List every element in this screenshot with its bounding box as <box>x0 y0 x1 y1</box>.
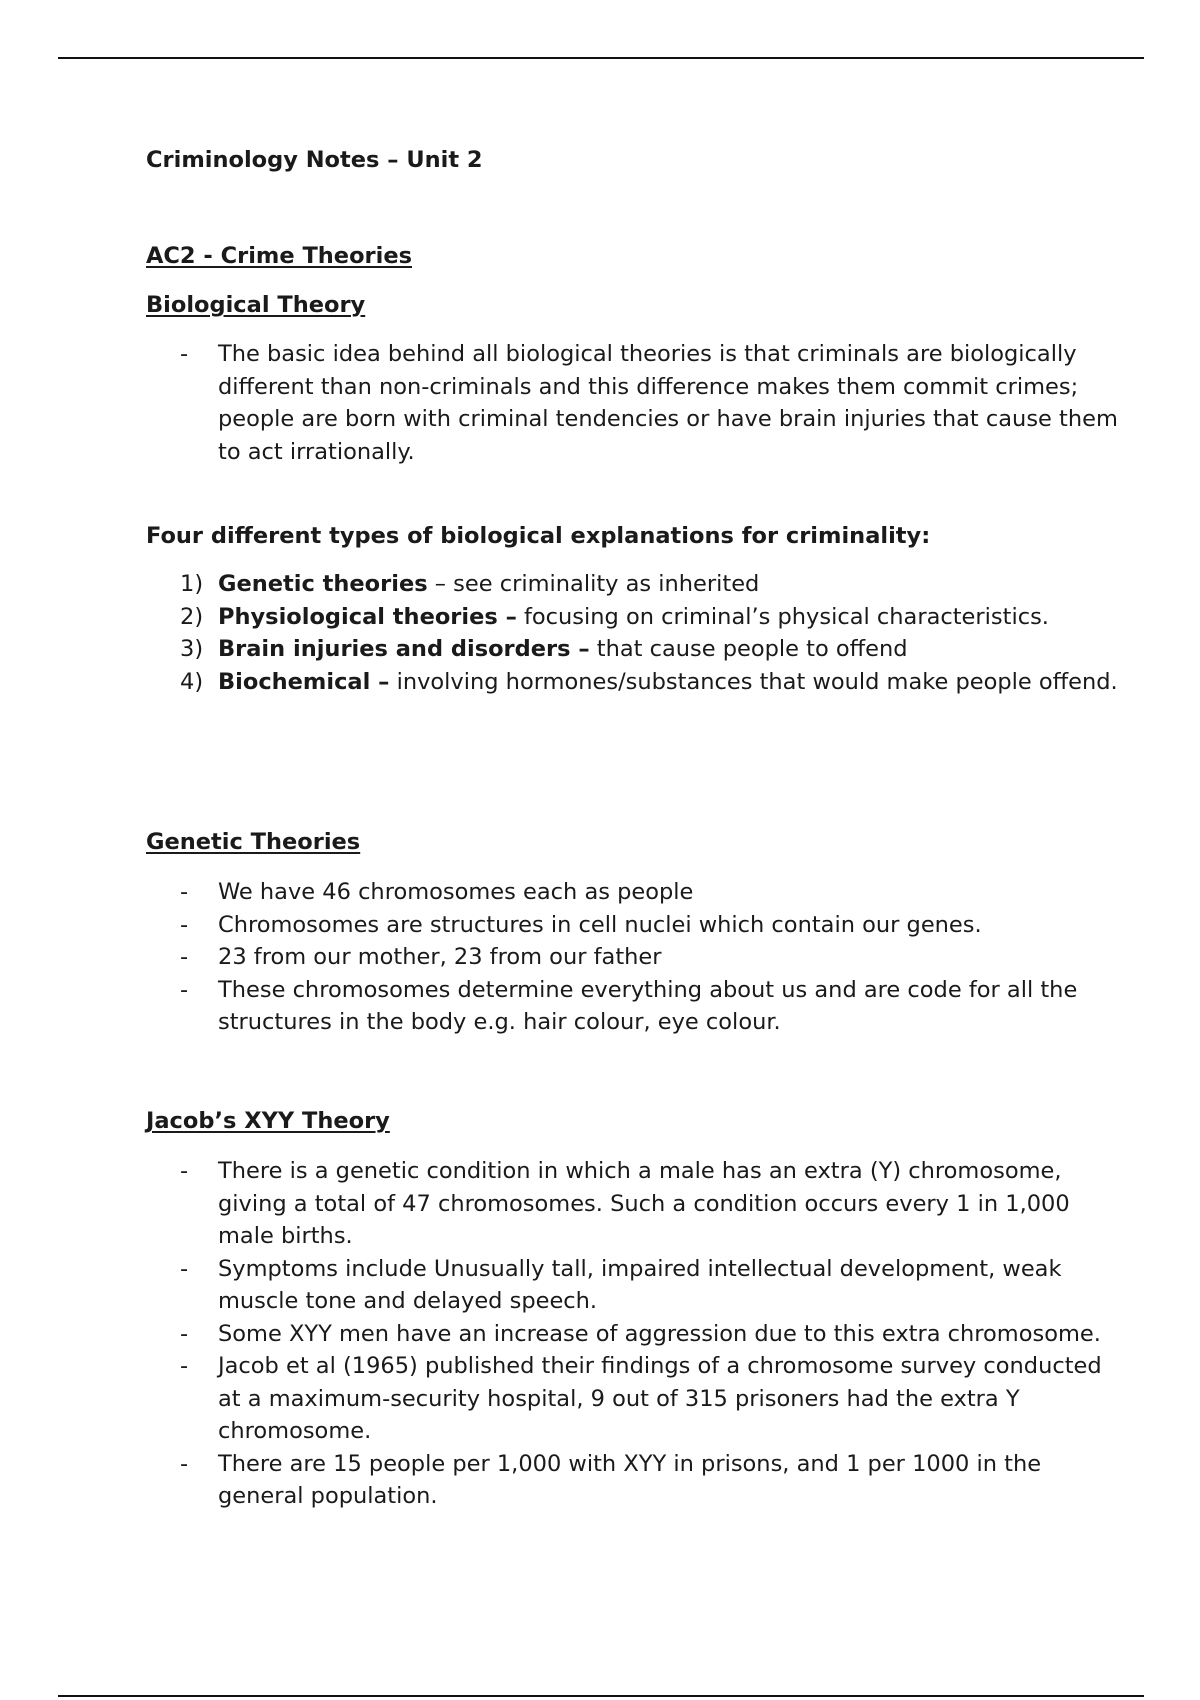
list-item <box>146 941 1118 974</box>
genetic-theories-list <box>146 876 1118 1039</box>
biological-theory-list <box>146 338 1118 468</box>
list-item-text: Jacob et al (1965) published their findings of a chromosome survey conducted at a maximum-security hospital, 9 out of 315 prisoners had the extra Y chromosome. <box>218 1353 1102 1444</box>
list-item <box>146 909 1118 942</box>
list-number: 1) <box>180 571 204 597</box>
bullet-dash: - <box>180 1158 189 1184</box>
xyy-theory-list <box>146 1155 1118 1513</box>
list-item <box>146 633 1118 666</box>
list-item-text: The basic idea behind all biological theories is that criminals are biologically different than non-criminals and this difference makes them commit crimes; people are born with criminal tendencies or have brain injuries that cause them to act irrationally. <box>218 341 1118 465</box>
list-item-text: These chromosomes determine everything about us and are code for all the structures in the body e.g. hair colour, eye colour. <box>218 976 1078 1035</box>
bullet-dash: - <box>180 1320 189 1347</box>
document-title: Criminology Notes – Unit 2 <box>146 147 483 173</box>
list-item-term: Physiological theories – <box>218 603 517 630</box>
list-item-term: Brain injuries and disorders – <box>218 636 590 662</box>
bullet-dash: - <box>180 879 189 905</box>
list-item-term: Genetic theories <box>218 571 428 597</box>
section-heading: AC2 - Crime Theories <box>146 243 412 269</box>
bullet-dash: - <box>180 1450 189 1477</box>
list-item <box>146 338 1118 468</box>
four-types-heading: Four different types of biological explanations for criminality: <box>146 523 931 549</box>
list-item <box>146 601 1118 634</box>
biological-theory-heading: Biological Theory <box>146 292 366 318</box>
bullet-dash: - <box>180 1255 189 1282</box>
bullet-dash: - <box>180 944 189 970</box>
list-item-text: We have 46 chromosomes each as people <box>218 879 694 905</box>
list-item <box>146 1350 1118 1448</box>
list-item-text: 23 from our mother, 23 from our father <box>218 944 662 970</box>
genetic-theories-heading: Genetic Theories <box>146 829 361 855</box>
list-item-text: Some XYY men have an increase of aggression due to this extra chromosome. <box>218 1320 1101 1347</box>
footer-rule <box>58 1695 1144 1697</box>
bullet-dash: - <box>180 976 189 1003</box>
header-rule <box>58 57 1144 59</box>
list-item-text: – see criminality as inherited <box>427 571 760 597</box>
list-item <box>146 974 1118 1039</box>
bullet-dash: - <box>180 911 189 938</box>
list-item-text: involving hormones/substances that would make people offend. <box>389 668 1118 695</box>
list-item-text: There is a genetic condition in which a male has an extra (Y) chromosome, giving a total of 47 chromosomes. Such a condition occurs every 1 in 1,000 male births. <box>218 1158 1070 1249</box>
bullet-dash: - <box>180 341 189 367</box>
list-item <box>146 666 1118 699</box>
list-number: 2) <box>180 603 204 630</box>
four-types-list <box>146 568 1118 698</box>
list-item-text: Symptoms include Unusually tall, impaired intellectual development, weak muscle tone and delayed speech. <box>218 1255 1062 1314</box>
list-item <box>146 1318 1118 1351</box>
list-item <box>146 876 1118 909</box>
list-item-text: There are 15 people per 1,000 with XYY in prisons, and 1 per 1000 in the general population. <box>218 1450 1042 1509</box>
list-item-text: focusing on criminal’s physical characteristics. <box>516 603 1049 630</box>
list-item <box>146 1253 1118 1318</box>
list-item-text: Chromosomes are structures in cell nuclei which contain our genes. <box>218 911 982 938</box>
list-number: 3) <box>180 636 204 662</box>
list-item-term: Biochemical – <box>218 668 390 695</box>
bullet-dash: - <box>180 1353 189 1379</box>
list-item <box>146 1448 1118 1513</box>
list-number: 4) <box>180 668 204 695</box>
list-item <box>146 1155 1118 1253</box>
list-item <box>146 568 1118 601</box>
xyy-theory-heading: Jacob’s XYY Theory <box>146 1108 390 1134</box>
list-item-text: that cause people to offend <box>589 636 908 662</box>
